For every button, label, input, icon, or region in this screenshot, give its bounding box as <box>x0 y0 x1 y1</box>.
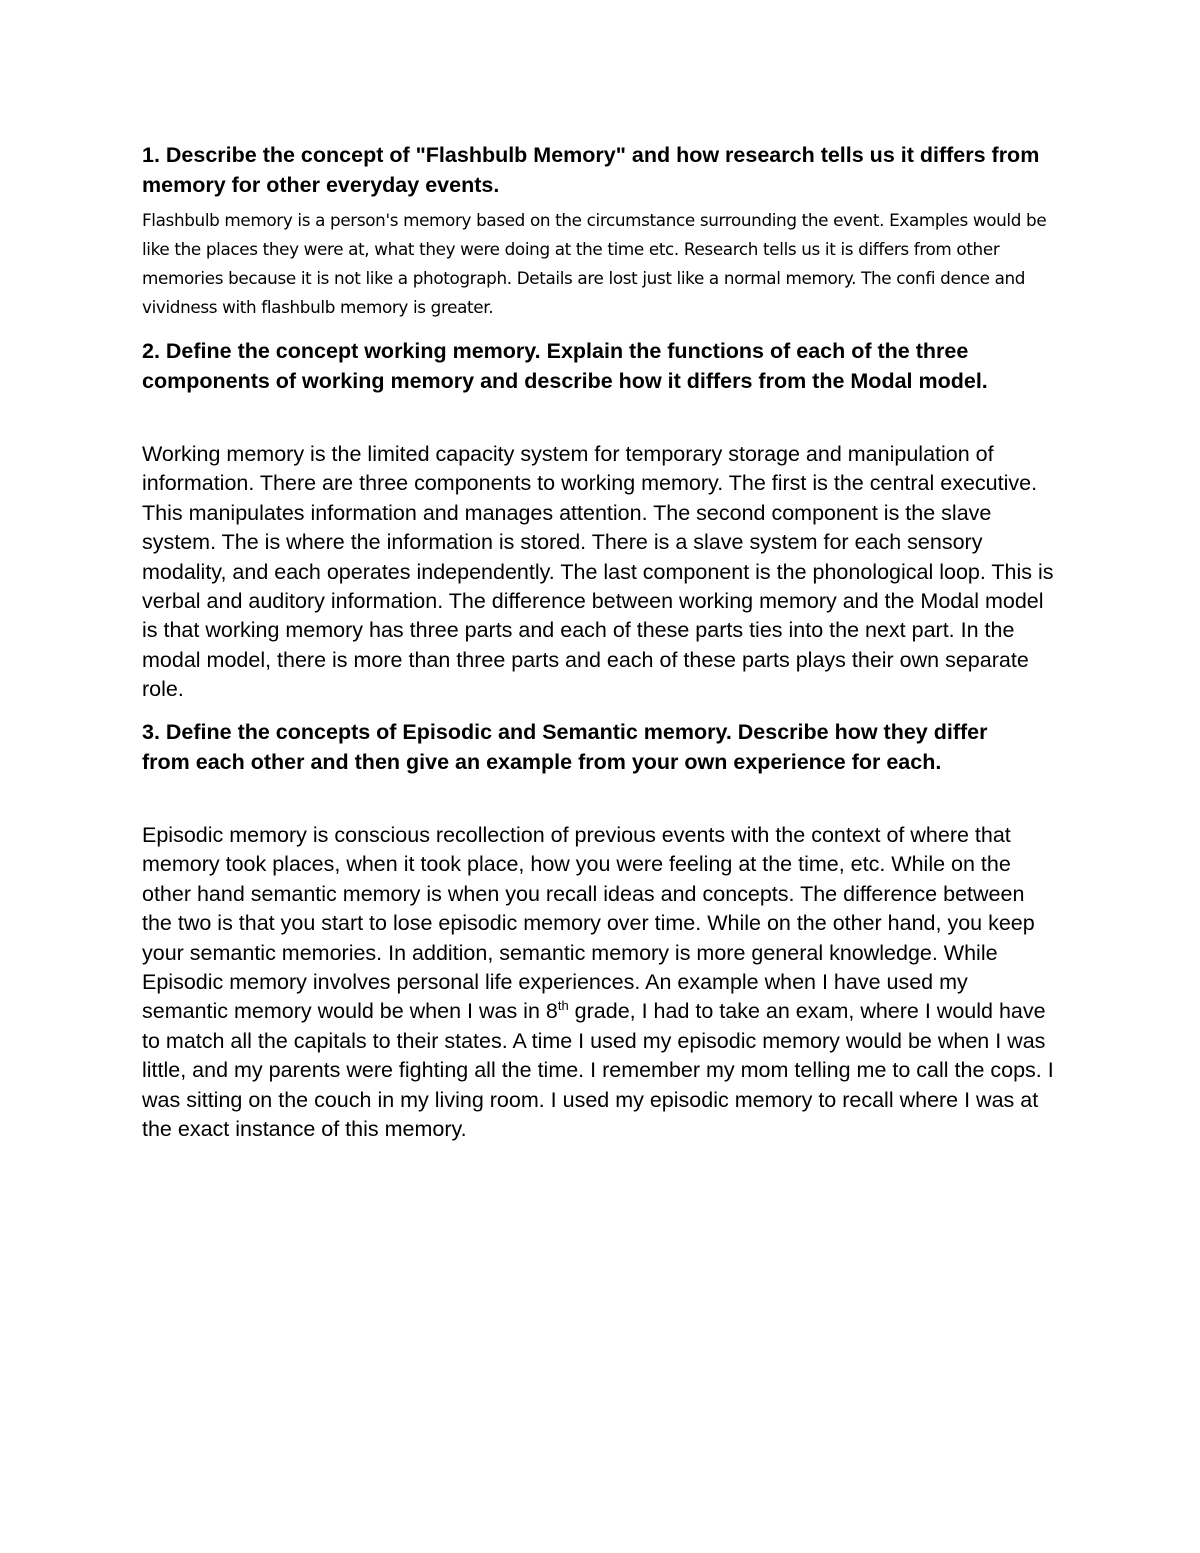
answer-1: Flashbulb memory is a person's memory based on the circumstance surrounding the event. Examples would be like the places they were at, what they were doing at the time etc. Research tells us it is differs from other memories because it is not like a photograph. Details are lost just like a normal memory. The confi dence and vividness with flashbulb memory is greater. <box>142 210 1047 317</box>
answer-3 <box>142 821 1057 1144</box>
answer-3-text-end: grade, I had to take an exam, where I would have to match all the capitals to their states. A time I used my episodic memory would be when I was little, and my parents were fighting all the time. I remember my mom telling me to call the cops. I was sitting on the couch in my living room. I used my episodic memory to recall where I was at the exact instance of this memory. <box>142 999 1054 1142</box>
ordinal-superscript: th <box>557 998 569 1014</box>
answer-3-text-start: Episodic memory is conscious recollection of previous events with the context of where that memory took places, when it took place, how you were feeling at the time, etc. While on the other hand semantic memory is when you recall ideas and concepts. The difference between the two is that you start to lose episodic memory over time. While on the other hand, you keep your semantic memories. In addition, semantic memory is more general knowledge. While Episodic memory involves personal life experiences. An example when I have used my semantic memory would be when I was in 8 <box>142 823 1035 1024</box>
question-1: 1. Describe the concept of "Flashbulb Memory" and how research tells us it differs from memory for other everyday events. <box>142 143 1040 197</box>
answer-2: Working memory is the limited capacity system for temporary storage and manipulation of information. There are three components to working memory. The first is the central executive. This manipulates information and manages attention. The second component is the slave system. The is where the information is stored. There is a slave system for each sensory modality, and each operates independently. The last component is the phonological loop. This is verbal and auditory information. The difference between working memory and the Modal model is that working memory has three parts and each of these parts ties into the next part. In the modal model, there is more than three parts and each of these parts plays their own separate role. <box>142 442 1054 702</box>
question-2: 2. Define the concept working memory. Explain the functions of each of the three components of working memory and describe how it differs from the Modal model. <box>142 339 988 393</box>
question-3: 3. Define the concepts of Episodic and Semantic memory. Describe how they differ from each other and then give an example from your own experience for each. <box>142 720 988 774</box>
